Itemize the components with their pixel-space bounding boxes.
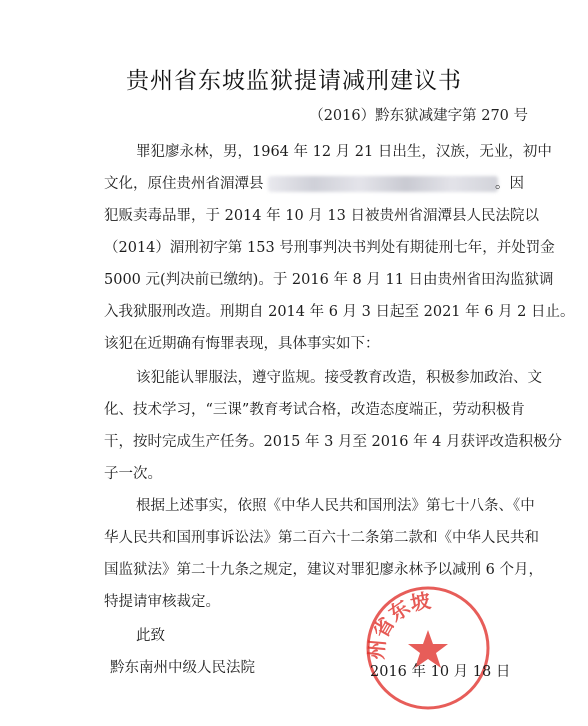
paragraph-text: 。因: [495, 176, 524, 192]
paragraph-text: 文化，原住贵州省湄潭县: [104, 176, 264, 192]
seal-text: 州省东坡: [363, 588, 433, 661]
paragraph-line: [104, 172, 524, 193]
paragraph-line: 入我狱服刑改造。刑期自 2014 年 6 月 3 日起至 2021 年 6 月 2 日止。: [104, 304, 575, 320]
paragraph-line: 华人民共和国刑事诉讼法》第二百六十二条第二款和《中华人民共和: [104, 530, 539, 546]
paragraph-line: 5000 元(判决前已缴纳)。于 2016 年 8 月 11 日由贵州省田沟监狱调: [104, 272, 554, 288]
document-number: （2016）黔东狱减建字第 270 号: [309, 108, 528, 124]
paragraph-line: 干，按时完成生产任务。2015 年 3 月至 2016 年 4 月获评改造积极分: [104, 434, 563, 450]
paragraph-line: 特提请审核裁定。: [104, 594, 220, 610]
redacted-address: [268, 176, 498, 192]
paragraph-line: 根据上述事实，依照《中华人民共和国刑法》第七十八条、《中: [136, 498, 535, 514]
paragraph-line: 该犯在近期确有悔罪表现，具体事实如下：: [104, 336, 380, 352]
paragraph-line: 罪犯廖永林，男，1964 年 12 月 21 日出生，汉族，无业，初中: [136, 144, 552, 160]
paragraph-line: 化、技术学习，“三课”教育考试合格，改造态度端正，劳动积极肯: [104, 402, 525, 418]
official-seal-stamp: [352, 572, 502, 722]
paragraph-line: 国监狱法》第二十九条之规定，建议对罪犯廖永林予以减刑 6 个月，: [104, 562, 543, 578]
document-title: 贵州省东坡监狱提请减刑建议书: [126, 68, 462, 94]
recipient: 黔东南州中级人民法院: [110, 660, 255, 676]
paragraph-line: （2014）湄刑初字第 153 号刑事判决书判处有期徒刑七年，并处罚金: [104, 240, 555, 256]
paragraph-line: 该犯能认罪服法，遵守监规。接受教育改造，积极参加政治、文: [136, 370, 542, 386]
paragraph-line: 子一次。: [104, 466, 162, 482]
salutation: 此致: [136, 628, 165, 644]
signing-date: 2016 年 10 月 18 日: [370, 664, 511, 680]
paragraph-line: 犯贩卖毒品罪，于 2014 年 10 月 13 日被贵州省湄潭县人民法院以: [104, 208, 539, 224]
